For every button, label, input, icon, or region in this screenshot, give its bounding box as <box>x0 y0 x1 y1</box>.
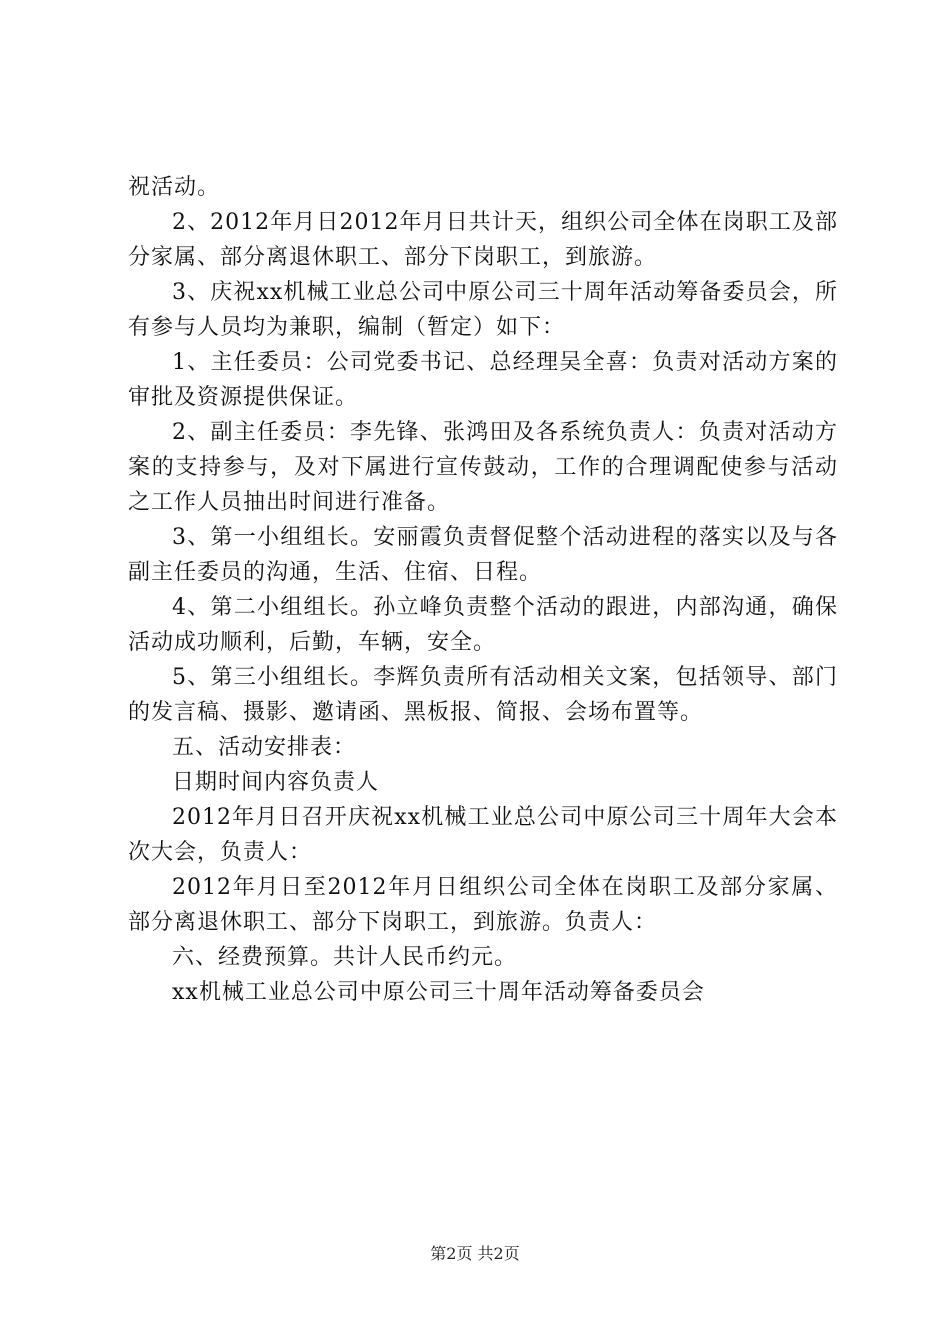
paragraph: 日期时间内容负责人 <box>172 770 380 795</box>
paragraph: 2、2012年月日2012年月日共计天，组织公司全体在岗职工及部分家属、部分离退休职工、部分下岗职工，到旅游。 <box>128 210 838 270</box>
paragraph: 1、主任委员：公司党委书记、总经理吴全喜：负责对活动方案的审批及资源提供保证。 <box>128 350 838 410</box>
document-body <box>128 170 838 1010</box>
paragraph: 2012年月日至2012年月日组织公司全体在岗职工及部分家属、部分离退休职工、部分下岗职工，到旅游。负责人： <box>128 875 838 935</box>
paragraph: 5、第三小组组长。李辉负责所有活动相关文案，包括领导、部门的发言稿、摄影、邀请函、黑板报、简报、会场布置等。 <box>128 665 838 725</box>
paragraph: 3、第一小组组长。安丽霞负责督促整个活动进程的落实以及与各副主任委员的沟通，生活、住宿、日程。 <box>128 525 838 585</box>
paragraph: 祝活动。 <box>128 175 221 200</box>
paragraph: 3、庆祝xx机械工业总公司中原公司三十周年活动筹备委员会，所有参与人员均为兼职，编制（暂定）如下： <box>128 280 838 340</box>
paragraph: 2、副主任委员：李先锋、张鸿田及各系统负责人：负责对活动方案的支持参与，及对下属进行宣传鼓动，工作的合理调配使参与活动之工作人员抽出时间进行准备。 <box>128 420 838 515</box>
paragraph: 4、第二小组组长。孙立峰负责整个活动的跟进，内部沟通，确保活动成功顺利，后勤，车辆，安全。 <box>128 595 838 655</box>
paragraph: 五、活动安排表： <box>172 735 357 760</box>
paragraph: 六、经费预算。共计人民币约元。 <box>172 945 518 970</box>
page-footer: 第2页 共2页 <box>430 1244 520 1263</box>
paragraph: 2012年月日召开庆祝xx机械工业总公司中原公司三十周年大会本次大会，负责人： <box>128 805 838 865</box>
paragraph: xx机械工业总公司中原公司三十周年活动筹备委员会 <box>172 980 705 1005</box>
